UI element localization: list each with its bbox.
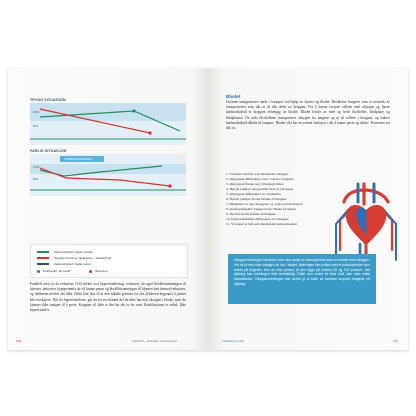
list-item: 4. Hjertet pumper oksygenrikt blod ut i kroppen	[226, 187, 294, 191]
legend-dot-label-2: Besvimer	[95, 269, 108, 273]
legend-swatch-dark	[37, 263, 49, 264]
chart2-mid-band	[30, 164, 186, 174]
legend-label-3: Karbondioksid i hjelle punkt	[54, 262, 91, 266]
right-page	[208, 68, 408, 350]
legend-row-3	[37, 262, 91, 266]
list-item: 11. Vi puster ut luft som inneholder karbondioksid	[226, 222, 297, 226]
list-item: 1. Vi puster inn luft som inneholder oksygen	[226, 172, 289, 176]
book-spread	[8, 68, 408, 350]
left-paragraph: Parallelt med at du reduserer CO2-nivået ved hyperventilering, reduserer du også blodtilstrømningen til hjernen, inducerer hypoperemia du vil kunne pause og blodtilstrømningen til hjernen kan dermed reduseres, og dykkeren merker det ikke. Dette kan føre til at den såkalte grensen for når dykkeren begynner å pustes blir forskjøvet. Når du hyperventilerer, går du fra en tilstand der du ikke har nok oksygen i blodet, men du kjenner ikke trangen til å puste. Kroppen vil ikke si ifra før det er for sent. Konklusjonen er enkel: Ikke hyperventiler.	[30, 282, 186, 313]
oxygen-saturation-infobox: Oksygenmetningen beskriver hvor stor andel av hemoglobinet som er bundet med oksygen. Det vil si hvor mye oksygen du har i blodet. Metningen kan måles med et pulsoksimeter som festes på fingeren. Hos en frisk person vil den ligge på mellom 95 og 100 prosent. Ved dykking kan metningen falle betraktelig. Faller den under et visst nivå, kan man miste bevisstheten. Oksygenmetningen kan derfor gi et bilde av hvordan kroppen reagerer på dykking.	[228, 254, 376, 304]
legend-row-dots	[37, 269, 108, 273]
list-item: 3. Oksygenet binder seg til hemoglobinet	[226, 182, 284, 186]
right-running-footer: Fridykking for alle	[222, 339, 244, 343]
vein-top	[358, 184, 374, 202]
chart2-level-low: 80%	[33, 178, 39, 181]
legend-swatch-green	[37, 251, 49, 252]
right-paragraph: Gassene transporteres rundt i kroppen ved hjelp av hjertet og blodet. Blodårene fungerer som et nettverk av transportveier som når ut til alle deler av kroppen. For å kunne forsyne cellene med oksygen og fjerne karbondioksid er kroppen avhengig av blodet. Blodet består av røde og hvite blodceller, blodplater og blodplasma. De røde blodcellene transporterer oksygen fra lungene og ut til cellene i kroppen, og frakter karbondioksid tilbake til lungene. Blodet vårt har en sentral funksjon i det å kunne puste og dykke. Prosessen ser slik ut:	[226, 100, 390, 131]
list-item: 7. Muskelen tar opp oksygenet og avgir karbondioksid	[226, 202, 303, 206]
legend-dot-label-1: Pustesjukt "ett punkt"	[43, 269, 72, 273]
chart1-level-high: 100%	[33, 111, 40, 114]
left-running-footer: Kapittel 8 – Hva skjer med kroppen?	[132, 339, 178, 343]
danger-situation-chart	[30, 154, 186, 196]
legend-dot-green	[37, 270, 40, 273]
list-item: 10. Karbondioksidet diffunderer ut i lungene	[226, 217, 289, 221]
legend-row-1	[37, 250, 93, 254]
list-item: 2. Oksygenet diffunderer over i blodet i lungene	[226, 177, 294, 181]
chart1-faint-dot	[148, 131, 151, 134]
legend-dot-red	[89, 270, 92, 273]
chart1-title: TRYGG SITUASJON	[30, 98, 66, 102]
legend-row-2	[37, 256, 111, 260]
artery-top	[344, 184, 388, 204]
list-item: 5. Oksygenet diffunderer ut i muskelen	[226, 192, 281, 196]
process-steps-list	[226, 172, 326, 227]
legend-label-1: Karbondioksid i hjelle punkter	[54, 250, 94, 254]
section-heading: Blodet	[226, 94, 241, 99]
chart2-title: FARLIG SITUASJON	[30, 149, 67, 153]
hyperventilation-label: HYPEROKSYGENERING	[64, 158, 92, 161]
left-page	[8, 68, 208, 350]
left-page-number: 130	[16, 339, 22, 343]
chart-legend	[30, 244, 188, 278]
chart2-level-high: 100%	[33, 166, 40, 169]
chart1-level-low: 80%	[33, 125, 39, 128]
list-item: 9. Det blå blodet fraktes til lungene	[226, 212, 276, 216]
legend-swatch-red	[37, 257, 49, 258]
list-item: 6. Hjertet pumper blodet tilbake til lungene	[226, 197, 287, 201]
list-item: 8. Karbondioksidet transporteres tilbake til hjertet	[226, 207, 296, 211]
chart2-faint-dot	[168, 184, 171, 187]
legend-label-2: Oksygenmetning i hjelle/blod – akutt/krithet	[54, 256, 112, 260]
right-page-number: 131	[392, 339, 398, 343]
safe-situation-chart	[30, 103, 186, 145]
